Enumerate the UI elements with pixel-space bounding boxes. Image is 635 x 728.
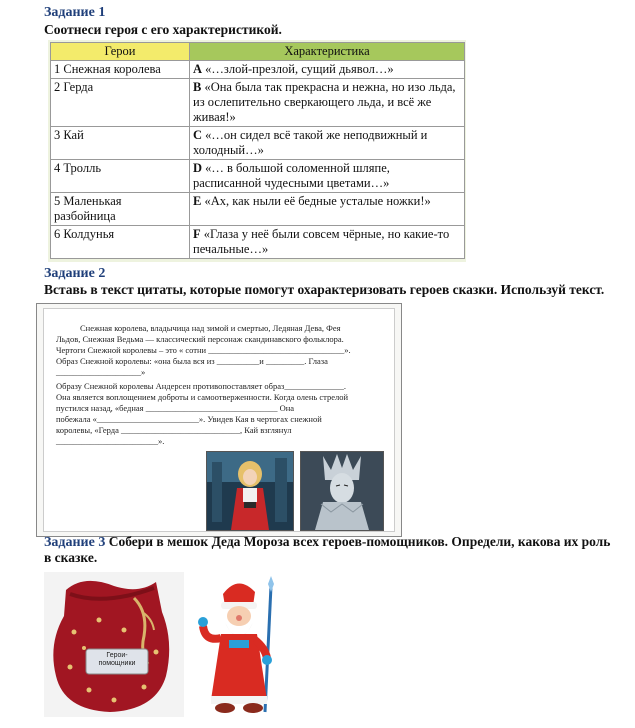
quote-text: «Она была так прекрасна и нежна, но изо льда, из ослепительно сверкающего льда, и всё же живая!» — [193, 80, 456, 124]
quote-cell — [190, 61, 465, 79]
quote-text: «Ах, как ныли её бедные усталые ножки!» — [204, 194, 431, 208]
quote-letter: С — [193, 128, 203, 142]
table-row — [51, 79, 465, 127]
task3-instruction-block — [44, 534, 619, 565]
quote-letter: F — [193, 227, 201, 241]
table-row — [51, 226, 465, 259]
worksheet-line: пустился назад, «бедная _______________________________ Она — [56, 403, 295, 413]
worksheet-line: Образ Снежной королевы: «она была вся из __________и _________. Глаза — [56, 356, 328, 366]
table-row — [51, 127, 465, 160]
task1-title: Задание 1 — [44, 5, 106, 20]
worksheet-line: Льдов, Снежная Ведьма — классический персонаж скандинавского фольклора. — [56, 334, 344, 344]
hero-cell: 6 Колдунья — [51, 226, 190, 259]
hero-cell: 1 Снежная королева — [51, 61, 190, 79]
quote-cell — [190, 79, 465, 127]
worksheet-line: Снежная королева, владычица над зимой и смертью, Ледяная Дева, Фея — [80, 323, 341, 333]
quote-letter: В — [193, 80, 202, 94]
quote-letter: А — [193, 62, 203, 76]
task3-instruction: Собери в мешок Деда Мороза всех героев-помощников. Определи, какова их роль в сказке. — [44, 534, 611, 565]
task3-title: Задание 3 — [44, 535, 106, 550]
worksheet-line: Чертоги Снежной королевы – это « сотни ________________________________». — [56, 345, 351, 355]
ded-moroz-illustration — [193, 572, 285, 717]
task1-instruction: Соотнеси героя с его характеристикой. — [44, 22, 282, 37]
hero-cell: 2 Герда — [51, 79, 190, 127]
hero-table — [50, 42, 465, 259]
quote-cell — [190, 226, 465, 259]
quote-letter: D — [193, 161, 203, 175]
worksheet-line: королевы, «Герда ____________________________, Кай взглянул — [56, 425, 292, 435]
hero-cell: 4 Тролль — [51, 160, 190, 193]
quote-text: «Глаза у неё были совсем чёрные, но какие-то печальные…» — [193, 227, 450, 256]
worksheet-frame — [43, 308, 395, 532]
quote-letter: E — [193, 194, 202, 208]
header-heroes: Герои — [51, 43, 190, 61]
quote-text: «…злой-презлой, сущий дьявол…» — [205, 62, 394, 76]
hero-cell: 3 Кай — [51, 127, 190, 160]
table-row — [51, 160, 465, 193]
worksheet-line: Она является воплощением доброты и самоотверженности. Когда олень стрелой — [56, 392, 349, 402]
quote-text: «… в большой соломенной шляпе, расписанной чудесными цветами…» — [193, 161, 390, 190]
gerda-illustration — [206, 451, 294, 531]
table-row — [51, 61, 465, 79]
worksheet-line: ________________________». — [56, 436, 165, 446]
task2-instruction: Вставь в текст цитаты, которые помогут охарактеризовать героев сказки. Используй текст. — [44, 282, 605, 297]
worksheet-line: ____________________» — [56, 367, 146, 377]
worksheet-line: Образу Снежной королевы Андерсен противопоставляет образ______________. — [56, 381, 346, 391]
quote-text: «…он сидел всё такой же неподвижный и холодный…» — [193, 128, 428, 157]
task2-worksheet-image — [36, 303, 402, 537]
hero-cell: 5 Маленькая разбойница — [51, 193, 190, 226]
quote-cell — [190, 160, 465, 193]
task2-title: Задание 2 — [44, 266, 106, 281]
bag-label: Герои-помощники — [98, 652, 136, 667]
header-characteristic: Характеристика — [190, 43, 465, 61]
worksheet-line: побежала «________________________». Увидев Кая в чертогах снежной — [56, 414, 322, 424]
quote-cell — [190, 127, 465, 160]
table-row — [51, 193, 465, 226]
quote-cell — [190, 193, 465, 226]
snow-queen-illustration — [300, 451, 384, 531]
santa-bag-illustration — [44, 572, 184, 717]
